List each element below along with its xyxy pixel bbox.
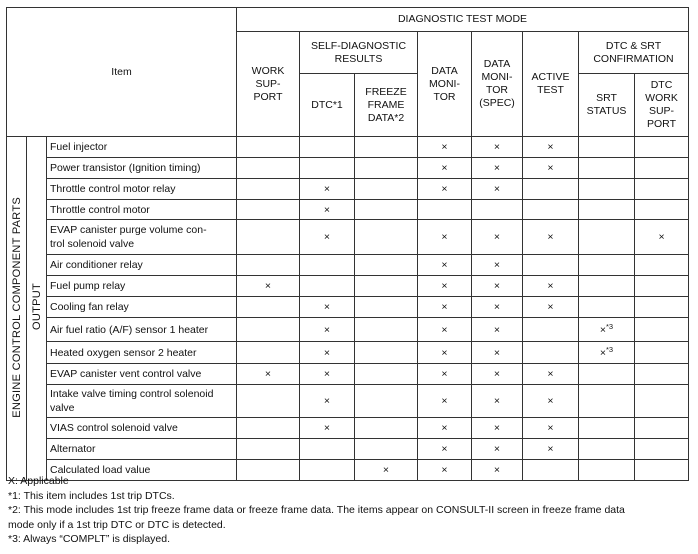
item-name: Fuel pump relay [47,276,237,297]
table-row [7,200,689,220]
item-name: Intake valve timing control solenoid valve [47,385,237,418]
applicable-mark [237,418,300,439]
applicable-mark: × [472,385,523,418]
applicable-mark: × [472,460,523,481]
data-monitor-spec-header: DATA MONI- TOR (SPEC) [472,32,523,137]
table-row [7,179,689,200]
table-row [7,385,689,418]
applicable-mark: × [523,364,579,385]
applicable-mark [355,137,418,158]
applicable-mark [579,276,635,297]
table-row [7,418,689,439]
applicable-mark [635,276,689,297]
item-name: Air conditioner relay [47,255,237,276]
applicable-mark: × [472,439,523,460]
applicable-mark: × [472,418,523,439]
applicable-mark [355,385,418,418]
dtc-header: DTC*1 [300,74,355,137]
applicable-mark [237,318,300,342]
applicable-mark: × [300,220,355,255]
applicable-mark [237,137,300,158]
applicable-mark: × [418,137,472,158]
table-row [7,276,689,297]
table-row [7,220,689,255]
applicable-mark: × [523,297,579,318]
applicable-mark [635,364,689,385]
applicable-mark [579,137,635,158]
applicable-mark: × [472,220,523,255]
applicable-mark [355,418,418,439]
applicable-mark: × [418,318,472,342]
applicable-mark: × [300,385,355,418]
applicable-mark [237,220,300,255]
applicable-mark [355,318,418,342]
freeze-frame-data-header: FREEZE FRAME DATA*2 [355,74,418,137]
item-name: Throttle control motor [47,200,237,220]
output-label: OUTPUT [27,137,47,481]
applicable-mark [635,137,689,158]
footnote: mode only if a 1st trip DTC or DTC is detected. [8,518,226,531]
applicable-mark [237,255,300,276]
applicable-mark: × [300,364,355,385]
applicable-mark [355,179,418,200]
applicable-mark [635,418,689,439]
applicable-mark [237,297,300,318]
applicable-mark [237,342,300,364]
table-row [7,439,689,460]
applicable-mark [579,220,635,255]
item-name: VIAS control solenoid valve [47,418,237,439]
applicable-mark: × [523,276,579,297]
table-row [7,342,689,364]
applicable-mark: × [472,342,523,364]
item-name: Fuel injector [47,137,237,158]
applicable-mark [300,439,355,460]
applicable-mark: × [300,418,355,439]
applicable-mark: × [523,418,579,439]
applicable-mark [300,255,355,276]
applicable-mark: × [355,460,418,481]
applicable-mark: × [300,318,355,342]
applicable-mark [237,158,300,179]
applicable-mark [635,297,689,318]
applicable-mark [355,342,418,364]
applicable-mark [472,200,523,220]
applicable-mark [237,439,300,460]
applicable-mark: × [418,418,472,439]
applicable-mark: × [472,137,523,158]
applicable-mark: × [300,342,355,364]
item-name: EVAP canister purge volume con- trol solenoid valve [47,220,237,255]
data-monitor-header: DATA MONI- TOR [418,32,472,137]
applicable-mark: ×$^{*3}$ [579,342,635,364]
applicable-mark [635,439,689,460]
item-name: Alternator [47,439,237,460]
applicable-mark [579,418,635,439]
table-row [7,137,689,158]
applicable-mark: × [472,276,523,297]
applicable-mark [355,439,418,460]
applicable-mark [355,255,418,276]
footnote: *3: Always “COMPLT” is displayed. [8,533,171,546]
applicable-mark [635,200,689,220]
applicable-mark: ×$^{*3}$ [579,318,635,342]
applicable-mark [355,220,418,255]
dtc-work-support-header: DTC WORK SUP- PORT [635,74,689,137]
applicable-mark [523,318,579,342]
active-test-header: ACTIVE TEST [523,32,579,137]
applicable-mark: × [523,158,579,179]
applicable-mark [579,364,635,385]
applicable-mark: × [472,364,523,385]
diagnostic-mode-table [6,7,689,481]
item-name: EVAP canister vent control valve [47,364,237,385]
applicable-mark [300,158,355,179]
applicable-mark: × [418,439,472,460]
applicable-mark: × [418,297,472,318]
applicable-mark: × [418,364,472,385]
applicable-mark [635,385,689,418]
diagnostic-test-mode-header: DIAGNOSTIC TEST MODE [237,8,689,32]
item-name: Air fuel ratio (A/F) sensor 1 heater [47,318,237,342]
applicable-mark [635,179,689,200]
applicable-mark: × [418,460,472,481]
applicable-mark: × [523,439,579,460]
dtc-srt-confirmation-header: DTC & SRT CONFIRMATION [579,32,689,74]
applicable-mark: × [472,297,523,318]
applicable-mark: × [472,255,523,276]
applicable-mark [355,158,418,179]
footnote: X: Applicable [8,475,69,487]
applicable-mark [579,439,635,460]
applicable-mark: × [523,220,579,255]
table-row [7,158,689,179]
applicable-mark [579,255,635,276]
applicable-mark: × [523,385,579,418]
applicable-mark [523,200,579,220]
applicable-mark [635,158,689,179]
applicable-mark [300,276,355,297]
work-support-header: WORK SUP- PORT [237,32,300,137]
applicable-mark [635,318,689,342]
applicable-mark: × [418,385,472,418]
applicable-mark: × [418,276,472,297]
applicable-mark [355,200,418,220]
applicable-mark [355,364,418,385]
applicable-mark [579,385,635,418]
footnotes [8,474,692,547]
engine-control-component-parts-label: ENGINE CONTROL COMPONENT PARTS [7,137,27,481]
applicable-mark: × [300,297,355,318]
applicable-mark: × [635,220,689,255]
applicable-mark [579,158,635,179]
applicable-mark [237,179,300,200]
item-name: Heated oxygen sensor 2 heater [47,342,237,364]
item-name: Cooling fan relay [47,297,237,318]
applicable-mark [300,137,355,158]
applicable-mark: × [523,137,579,158]
table-body [7,137,689,481]
applicable-mark [355,276,418,297]
applicable-mark [635,342,689,364]
applicable-mark: × [418,158,472,179]
srt-status-header: SRT STATUS [579,74,635,137]
item-name: Power transistor (Ignition timing) [47,158,237,179]
footnote: *1: This item includes 1st trip DTCs. [8,489,175,502]
applicable-mark: × [237,276,300,297]
applicable-mark [523,255,579,276]
applicable-mark: × [418,342,472,364]
item-name: Calculated load value [47,460,237,481]
self-diagnostic-results-header: SELF-DIAGNOSTIC RESULTS [300,32,418,74]
applicable-mark: × [300,200,355,220]
applicable-mark [523,179,579,200]
table-row [7,255,689,276]
applicable-mark [579,297,635,318]
applicable-mark [579,179,635,200]
applicable-mark [355,297,418,318]
item-name: Throttle control motor relay [47,179,237,200]
applicable-mark: × [418,179,472,200]
table-row [7,297,689,318]
applicable-mark [635,255,689,276]
applicable-mark [237,200,300,220]
footnote: *2: This mode includes 1st trip freeze frame data or freeze frame data. The items appear on CONSULT-II screen in freeze frame data [8,504,625,517]
applicable-mark: × [418,220,472,255]
applicable-mark [579,200,635,220]
table-row [7,364,689,385]
applicable-mark: × [472,158,523,179]
applicable-mark: × [418,255,472,276]
applicable-mark: × [472,318,523,342]
table-row [7,318,689,342]
applicable-mark [418,200,472,220]
applicable-mark: × [472,179,523,200]
applicable-mark [237,385,300,418]
item-header: Item [7,8,237,137]
applicable-mark: × [300,179,355,200]
applicable-mark [523,342,579,364]
applicable-mark: × [237,364,300,385]
